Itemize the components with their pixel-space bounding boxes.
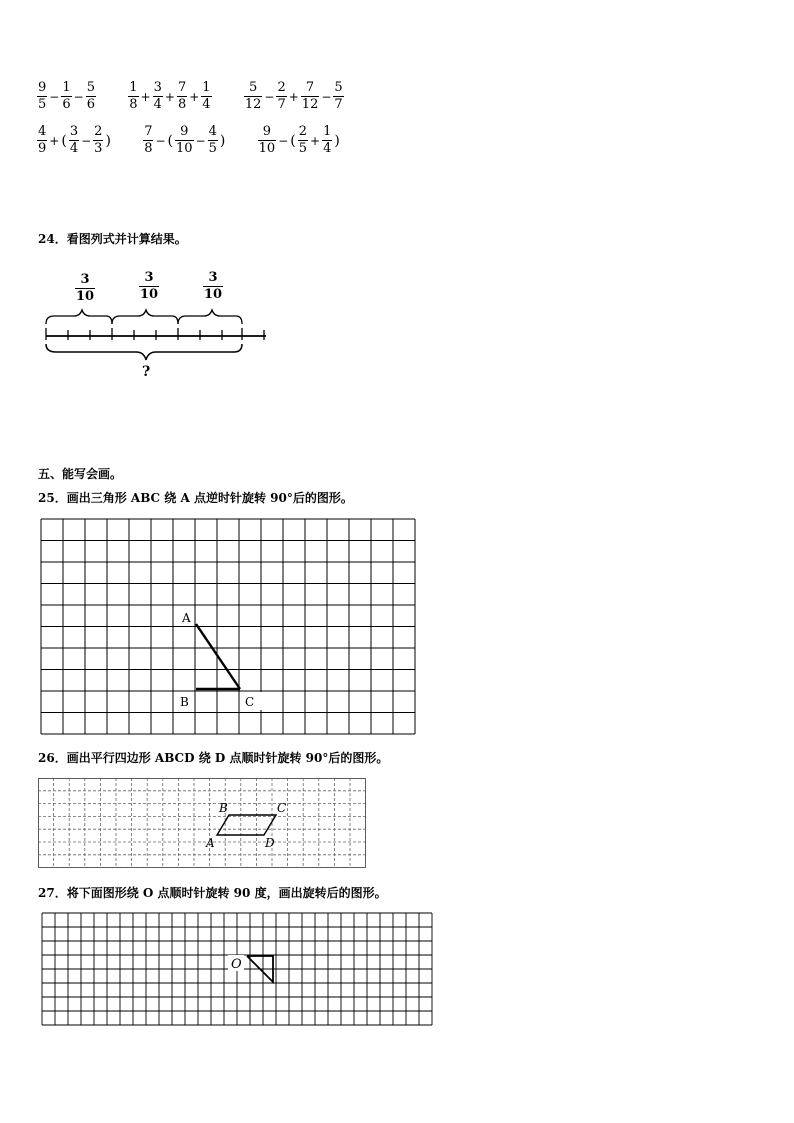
operator: − (264, 89, 275, 104)
q27-grid (40, 911, 435, 1029)
calc-expression (257, 124, 341, 157)
fraction: $\frac{9}{5}$ (38, 80, 47, 112)
parenthesis: ( (167, 132, 173, 149)
question-mark: ? (142, 364, 151, 380)
operator: − (195, 133, 206, 148)
parenthesis: ) (105, 132, 111, 149)
label-a: A (206, 836, 215, 850)
operator: + (49, 133, 60, 148)
q25-grid (40, 518, 420, 736)
operator: + (189, 89, 200, 104)
operator: − (278, 133, 289, 148)
fraction: $\frac{9}{10}$ (258, 124, 276, 156)
fraction: $\frac{7}{12}$ (301, 80, 319, 112)
fraction: $\frac{1}{4}$ (323, 124, 332, 156)
calc-expression (36, 124, 112, 157)
fraction: $\frac{7}{8}$ (144, 124, 153, 156)
q26-dotted-grid (38, 778, 368, 870)
fraction: $\frac{5}{7}$ (334, 80, 343, 112)
calc-row-2 (36, 124, 341, 157)
parenthesis: ( (290, 132, 296, 149)
label-b: B (219, 801, 228, 815)
fraction: $\frac{7}{8}$ (177, 80, 187, 112)
fraction: $\frac{5}{6}$ (86, 80, 95, 112)
calc-expression (142, 124, 226, 157)
operator: + (164, 89, 175, 104)
label-b: B (180, 695, 189, 709)
operator: + (288, 89, 299, 104)
calc-expression (127, 80, 212, 113)
segment-1-fraction: $\frac{3}{10}$ (76, 272, 95, 304)
operator: − (81, 133, 92, 148)
fraction: $\frac{2}{5}$ (298, 124, 307, 156)
question-25-text: 25．画出三角形 ABC 绕 A 点逆时针旋转 90°后的图形。 (38, 491, 353, 505)
operator: + (140, 89, 151, 104)
fraction: $\frac{1}{8}$ (129, 80, 138, 112)
operator: − (321, 89, 332, 104)
fraction: $\frac{5}{12}$ (244, 80, 262, 112)
label-c: C (277, 801, 287, 815)
operator: − (49, 89, 60, 104)
calc-row-1 (36, 80, 345, 113)
label-d: D (265, 836, 275, 850)
fraction: $\frac{3}{4}$ (153, 80, 162, 112)
q24-figure (40, 268, 270, 388)
calc-expression (36, 80, 97, 113)
calc-expression (243, 80, 345, 113)
fraction: $\frac{9}{10}$ (176, 124, 193, 156)
segment-2-fraction: $\frac{3}{10}$ (140, 270, 159, 302)
question-27-text: 27．将下面图形绕 O 点顺时针旋转 90 度，画出旋转后的图形。 (38, 886, 387, 900)
parenthesis: ) (334, 132, 340, 149)
operator: + (310, 133, 321, 148)
fraction: $\frac{1}{4}$ (202, 80, 211, 112)
parenthesis: ) (219, 132, 226, 149)
section-5-title: 五、能写会画。 (38, 467, 123, 481)
fraction: $\frac{2}{3}$ (94, 124, 103, 156)
number-line-with-braces (40, 268, 270, 388)
label-c: C (245, 695, 255, 709)
parenthesis: ( (61, 132, 67, 149)
fraction: $\frac{4}{5}$ (208, 124, 217, 156)
fraction: $\frac{3}{4}$ (69, 124, 79, 156)
operator: − (155, 133, 166, 148)
label-o: O (231, 957, 242, 972)
label-a: A (182, 611, 191, 625)
fraction: $\frac{4}{9}$ (38, 124, 47, 156)
segment-3-fraction: $\frac{3}{10}$ (204, 270, 223, 302)
fraction: $\frac{2}{7}$ (277, 80, 286, 112)
fraction: $\frac{1}{6}$ (62, 80, 71, 112)
operator: − (73, 89, 84, 104)
question-24-text: 24．看图列式并计算结果。 (38, 232, 187, 246)
question-26-text: 26．画出平行四边形 ABCD 绕 D 点顺时针旋转 90°后的图形。 (38, 751, 389, 765)
